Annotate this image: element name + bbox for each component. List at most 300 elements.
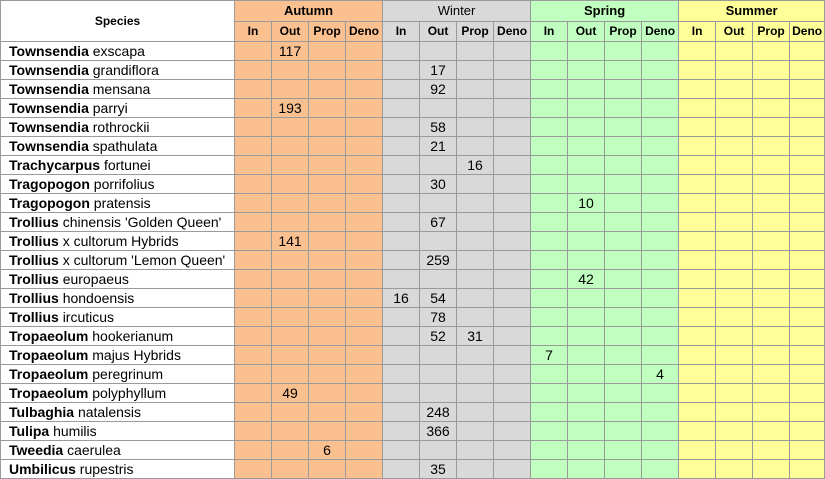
species-name-cell xyxy=(1,251,235,270)
table-row xyxy=(1,327,825,346)
species-epithet: hookerianum xyxy=(92,328,174,344)
summer-deno-cell xyxy=(790,99,825,118)
table-row xyxy=(1,270,825,289)
summer-prop-cell xyxy=(753,175,790,194)
spring-in-cell xyxy=(531,422,568,441)
autumn-out-cell xyxy=(272,460,309,479)
species-genus: Tropaeolum xyxy=(9,328,89,344)
spring-prop-cell xyxy=(605,42,642,61)
autumn-deno-cell xyxy=(346,213,383,232)
species-epithet: spathulata xyxy=(92,138,158,154)
autumn-prop-cell xyxy=(309,403,346,422)
spring-prop-cell xyxy=(605,365,642,384)
summer-deno-cell xyxy=(790,460,825,479)
summer-deno-cell xyxy=(790,232,825,251)
autumn-deno-cell xyxy=(346,232,383,251)
spring-in-cell xyxy=(531,403,568,422)
summer-prop-cell xyxy=(753,61,790,80)
winter-deno-cell xyxy=(494,137,531,156)
autumn-out-cell xyxy=(272,61,309,80)
winter-in-cell xyxy=(383,422,420,441)
autumn-deno-cell xyxy=(346,42,383,61)
spring-out-cell xyxy=(568,232,605,251)
autumn-deno-cell xyxy=(346,270,383,289)
spring-deno-cell xyxy=(642,61,679,80)
winter-prop-cell xyxy=(457,80,494,99)
autumn-prop-cell xyxy=(309,289,346,308)
summer-in-header: In xyxy=(679,21,716,42)
summer-out-cell xyxy=(716,156,753,175)
summer-prop-cell xyxy=(753,80,790,99)
spring-deno-cell xyxy=(642,99,679,118)
winter-prop-cell xyxy=(457,384,494,403)
species-genus: Townsendia xyxy=(9,43,89,59)
winter-in-cell xyxy=(383,175,420,194)
summer-prop-cell xyxy=(753,232,790,251)
summer-prop-cell xyxy=(753,327,790,346)
winter-prop-cell xyxy=(457,270,494,289)
spring-deno-cell xyxy=(642,156,679,175)
spring-prop-cell xyxy=(605,118,642,137)
season-header-autumn: Autumn xyxy=(235,1,383,22)
spring-deno-header: Deno xyxy=(642,21,679,42)
summer-prop-cell xyxy=(753,384,790,403)
species-genus: Tweedia xyxy=(9,442,64,458)
season-header-spring: Spring xyxy=(531,1,679,22)
spring-prop-cell xyxy=(605,99,642,118)
spring-deno-cell xyxy=(642,384,679,403)
spring-prop-cell xyxy=(605,213,642,232)
winter-prop-cell xyxy=(457,175,494,194)
summer-out-cell xyxy=(716,194,753,213)
winter-in-cell xyxy=(383,80,420,99)
summer-deno-cell xyxy=(790,403,825,422)
winter-deno-cell xyxy=(494,232,531,251)
autumn-in-cell xyxy=(235,270,272,289)
winter-deno-cell xyxy=(494,270,531,289)
winter-out-cell xyxy=(420,156,457,175)
summer-deno-header: Deno xyxy=(790,21,825,42)
summer-deno-cell xyxy=(790,422,825,441)
spring-prop-cell xyxy=(605,422,642,441)
autumn-deno-cell xyxy=(346,441,383,460)
species-name-cell xyxy=(1,327,235,346)
summer-out-cell xyxy=(716,460,753,479)
summer-deno-cell xyxy=(790,327,825,346)
species-name-cell xyxy=(1,99,235,118)
summer-out-cell xyxy=(716,137,753,156)
spring-out-cell xyxy=(568,137,605,156)
autumn-deno-cell xyxy=(346,327,383,346)
species-genus: Trachycarpus xyxy=(9,157,101,173)
spring-prop-cell xyxy=(605,289,642,308)
species-epithet: europaeus xyxy=(62,271,129,287)
summer-deno-cell xyxy=(790,441,825,460)
spring-out-cell xyxy=(568,460,605,479)
winter-out-cell: 78 xyxy=(420,308,457,327)
species-genus: Tulipa xyxy=(9,423,50,439)
autumn-deno-cell xyxy=(346,308,383,327)
winter-deno-cell xyxy=(494,99,531,118)
spring-prop-cell xyxy=(605,232,642,251)
autumn-in-cell xyxy=(235,441,272,460)
autumn-deno-cell xyxy=(346,80,383,99)
autumn-prop-cell xyxy=(309,327,346,346)
spring-prop-cell xyxy=(605,61,642,80)
winter-deno-cell xyxy=(494,460,531,479)
table-row xyxy=(1,175,825,194)
summer-prop-cell xyxy=(753,213,790,232)
winter-prop-cell xyxy=(457,365,494,384)
table-row xyxy=(1,460,825,479)
species-genus: Trollius xyxy=(9,252,59,268)
spring-in-cell xyxy=(531,289,568,308)
winter-prop-cell xyxy=(457,308,494,327)
spring-prop-cell xyxy=(605,194,642,213)
summer-deno-cell xyxy=(790,42,825,61)
spring-prop-cell xyxy=(605,175,642,194)
summer-out-cell xyxy=(716,441,753,460)
autumn-out-cell xyxy=(272,403,309,422)
spring-in-cell xyxy=(531,327,568,346)
autumn-prop-cell xyxy=(309,365,346,384)
spring-prop-cell xyxy=(605,327,642,346)
species-name-cell xyxy=(1,61,235,80)
spring-in-cell: 7 xyxy=(531,346,568,365)
summer-in-cell xyxy=(679,232,716,251)
summer-out-cell xyxy=(716,213,753,232)
table-row xyxy=(1,232,825,251)
spring-in-cell xyxy=(531,384,568,403)
autumn-in-cell xyxy=(235,251,272,270)
autumn-out-cell xyxy=(272,175,309,194)
summer-deno-cell xyxy=(790,118,825,137)
table-row xyxy=(1,61,825,80)
species-epithet: x cultorum 'Lemon Queen' xyxy=(62,252,226,268)
spring-deno-cell xyxy=(642,270,679,289)
autumn-in-cell xyxy=(235,289,272,308)
autumn-in-cell xyxy=(235,156,272,175)
spring-deno-cell xyxy=(642,251,679,270)
species-name-cell xyxy=(1,80,235,99)
summer-prop-cell xyxy=(753,137,790,156)
autumn-deno-cell xyxy=(346,346,383,365)
autumn-prop-cell: 6 xyxy=(309,441,346,460)
autumn-out-cell xyxy=(272,213,309,232)
winter-prop-cell xyxy=(457,346,494,365)
table-row xyxy=(1,403,825,422)
winter-out-cell xyxy=(420,384,457,403)
winter-in-cell xyxy=(383,156,420,175)
autumn-in-cell xyxy=(235,308,272,327)
winter-prop-cell xyxy=(457,213,494,232)
autumn-in-cell xyxy=(235,327,272,346)
winter-out-cell: 58 xyxy=(420,118,457,137)
winter-in-cell xyxy=(383,118,420,137)
winter-deno-header: Deno xyxy=(494,21,531,42)
spring-deno-cell xyxy=(642,346,679,365)
autumn-deno-cell xyxy=(346,460,383,479)
spring-out-cell xyxy=(568,118,605,137)
spring-prop-cell xyxy=(605,384,642,403)
autumn-out-cell xyxy=(272,327,309,346)
spring-prop-cell xyxy=(605,270,642,289)
winter-deno-cell xyxy=(494,42,531,61)
spring-deno-cell xyxy=(642,213,679,232)
species-genus: Townsendia xyxy=(9,100,89,116)
summer-prop-cell xyxy=(753,441,790,460)
winter-out-cell: 259 xyxy=(420,251,457,270)
species-name-cell xyxy=(1,346,235,365)
autumn-out-cell xyxy=(272,289,309,308)
autumn-in-cell xyxy=(235,384,272,403)
summer-in-cell xyxy=(679,194,716,213)
species-genus: Trollius xyxy=(9,271,59,287)
spring-out-cell xyxy=(568,213,605,232)
species-genus: Tragopogon xyxy=(9,176,90,192)
autumn-deno-cell xyxy=(346,156,383,175)
spring-out-cell xyxy=(568,289,605,308)
winter-deno-cell xyxy=(494,194,531,213)
winter-prop-cell: 31 xyxy=(457,327,494,346)
autumn-out-cell xyxy=(272,251,309,270)
spring-deno-cell xyxy=(642,137,679,156)
autumn-out-cell: 193 xyxy=(272,99,309,118)
summer-deno-cell xyxy=(790,137,825,156)
species-name-cell xyxy=(1,403,235,422)
summer-deno-cell xyxy=(790,365,825,384)
spring-deno-cell xyxy=(642,42,679,61)
table-row xyxy=(1,80,825,99)
summer-deno-cell xyxy=(790,80,825,99)
spring-in-cell xyxy=(531,61,568,80)
summer-deno-cell xyxy=(790,61,825,80)
winter-prop-header: Prop xyxy=(457,21,494,42)
winter-out-cell xyxy=(420,365,457,384)
winter-prop-cell xyxy=(457,289,494,308)
summer-in-cell xyxy=(679,403,716,422)
species-genus: Townsendia xyxy=(9,62,89,78)
spring-out-cell xyxy=(568,308,605,327)
species-epithet: polyphyllum xyxy=(92,385,167,401)
autumn-in-cell xyxy=(235,365,272,384)
autumn-in-cell xyxy=(235,99,272,118)
winter-in-header: In xyxy=(383,21,420,42)
autumn-deno-cell xyxy=(346,99,383,118)
autumn-in-cell xyxy=(235,61,272,80)
winter-out-cell: 248 xyxy=(420,403,457,422)
spring-out-cell xyxy=(568,327,605,346)
winter-out-cell: 30 xyxy=(420,175,457,194)
summer-in-cell xyxy=(679,384,716,403)
summer-deno-cell xyxy=(790,308,825,327)
summer-out-cell xyxy=(716,384,753,403)
summer-out-cell xyxy=(716,99,753,118)
autumn-deno-cell xyxy=(346,194,383,213)
species-name-cell xyxy=(1,289,235,308)
species-epithet: chinensis 'Golden Queen' xyxy=(62,214,222,230)
summer-in-cell xyxy=(679,308,716,327)
autumn-in-cell xyxy=(235,175,272,194)
species-name-cell xyxy=(1,232,235,251)
summer-in-cell xyxy=(679,175,716,194)
summer-prop-cell xyxy=(753,156,790,175)
autumn-prop-cell xyxy=(309,422,346,441)
table-row xyxy=(1,289,825,308)
winter-in-cell xyxy=(383,99,420,118)
autumn-out-cell: 117 xyxy=(272,42,309,61)
winter-deno-cell xyxy=(494,327,531,346)
table-body xyxy=(1,42,825,479)
winter-in-cell xyxy=(383,460,420,479)
winter-deno-cell xyxy=(494,308,531,327)
autumn-out-cell xyxy=(272,441,309,460)
summer-out-cell xyxy=(716,422,753,441)
species-epithet: fortunei xyxy=(103,157,151,173)
winter-deno-cell xyxy=(494,175,531,194)
autumn-out-cell xyxy=(272,80,309,99)
species-genus: Trollius xyxy=(9,214,59,230)
autumn-prop-cell xyxy=(309,270,346,289)
summer-out-cell xyxy=(716,365,753,384)
autumn-prop-cell xyxy=(309,232,346,251)
summer-deno-cell xyxy=(790,289,825,308)
winter-in-cell xyxy=(383,384,420,403)
spring-prop-cell xyxy=(605,441,642,460)
spring-in-cell xyxy=(531,270,568,289)
winter-prop-cell xyxy=(457,194,494,213)
autumn-out-cell xyxy=(272,270,309,289)
winter-deno-cell xyxy=(494,441,531,460)
spring-in-cell xyxy=(531,232,568,251)
summer-in-cell xyxy=(679,251,716,270)
spring-deno-cell xyxy=(642,441,679,460)
winter-prop-cell xyxy=(457,99,494,118)
species-name-cell xyxy=(1,384,235,403)
spring-in-cell xyxy=(531,460,568,479)
spring-out-cell: 10 xyxy=(568,194,605,213)
summer-out-cell xyxy=(716,42,753,61)
season-header-summer: Summer xyxy=(679,1,825,22)
autumn-in-cell xyxy=(235,118,272,137)
autumn-out-cell xyxy=(272,365,309,384)
table-row xyxy=(1,346,825,365)
species-epithet: mensana xyxy=(92,81,151,97)
summer-out-cell xyxy=(716,80,753,99)
autumn-prop-cell xyxy=(309,194,346,213)
summer-deno-cell xyxy=(790,213,825,232)
summer-in-cell xyxy=(679,346,716,365)
table-row xyxy=(1,441,825,460)
winter-prop-cell xyxy=(457,118,494,137)
spring-in-cell xyxy=(531,99,568,118)
spring-out-cell xyxy=(568,99,605,118)
species-epithet: exscapa xyxy=(92,43,145,59)
summer-deno-cell xyxy=(790,270,825,289)
winter-deno-cell xyxy=(494,384,531,403)
spring-out-cell xyxy=(568,441,605,460)
species-name-cell xyxy=(1,365,235,384)
species-epithet: pratensis xyxy=(93,195,151,211)
autumn-prop-cell xyxy=(309,460,346,479)
species-name-cell xyxy=(1,118,235,137)
spring-in-cell xyxy=(531,365,568,384)
autumn-in-cell xyxy=(235,137,272,156)
species-epithet: peregrinum xyxy=(92,366,164,382)
summer-in-cell xyxy=(679,213,716,232)
winter-prop-cell xyxy=(457,42,494,61)
summer-in-cell xyxy=(679,460,716,479)
winter-out-cell: 17 xyxy=(420,61,457,80)
winter-out-cell: 21 xyxy=(420,137,457,156)
winter-deno-cell xyxy=(494,118,531,137)
summer-deno-cell xyxy=(790,251,825,270)
species-genus: Tropaeolum xyxy=(9,347,89,363)
autumn-prop-cell xyxy=(309,99,346,118)
summer-in-cell xyxy=(679,289,716,308)
spring-prop-cell xyxy=(605,156,642,175)
summer-prop-cell xyxy=(753,460,790,479)
spring-deno-cell xyxy=(642,80,679,99)
winter-out-cell xyxy=(420,441,457,460)
species-name-cell xyxy=(1,213,235,232)
summer-deno-cell xyxy=(790,175,825,194)
autumn-prop-cell xyxy=(309,308,346,327)
winter-out-header: Out xyxy=(420,21,457,42)
winter-in-cell xyxy=(383,137,420,156)
autumn-out-cell xyxy=(272,118,309,137)
species-name-cell xyxy=(1,42,235,61)
winter-out-cell xyxy=(420,346,457,365)
spring-in-header: In xyxy=(531,21,568,42)
table-row xyxy=(1,213,825,232)
autumn-prop-cell xyxy=(309,156,346,175)
summer-in-cell xyxy=(679,365,716,384)
season-header-winter: Winter xyxy=(383,1,531,22)
winter-in-cell xyxy=(383,42,420,61)
summer-prop-cell xyxy=(753,99,790,118)
autumn-deno-cell xyxy=(346,422,383,441)
summer-in-cell xyxy=(679,156,716,175)
spring-out-cell xyxy=(568,384,605,403)
autumn-deno-cell xyxy=(346,251,383,270)
spring-deno-cell xyxy=(642,327,679,346)
winter-in-cell xyxy=(383,270,420,289)
autumn-prop-cell xyxy=(309,137,346,156)
summer-deno-cell xyxy=(790,346,825,365)
spring-in-cell xyxy=(531,251,568,270)
spring-in-cell xyxy=(531,194,568,213)
winter-in-cell: 16 xyxy=(383,289,420,308)
species-genus: Umbilicus xyxy=(9,461,76,477)
season-header-row xyxy=(1,1,825,22)
autumn-prop-cell xyxy=(309,42,346,61)
species-genus: Townsendia xyxy=(9,81,89,97)
table-row xyxy=(1,118,825,137)
autumn-out-cell xyxy=(272,156,309,175)
winter-out-cell xyxy=(420,270,457,289)
species-epithet: caerulea xyxy=(67,442,121,458)
winter-in-cell xyxy=(383,327,420,346)
autumn-prop-cell xyxy=(309,80,346,99)
autumn-in-cell xyxy=(235,42,272,61)
autumn-prop-cell xyxy=(309,118,346,137)
summer-prop-cell xyxy=(753,42,790,61)
winter-deno-cell xyxy=(494,422,531,441)
species-epithet: parryi xyxy=(92,100,128,116)
species-genus: Trollius xyxy=(9,233,59,249)
winter-in-cell xyxy=(383,403,420,422)
